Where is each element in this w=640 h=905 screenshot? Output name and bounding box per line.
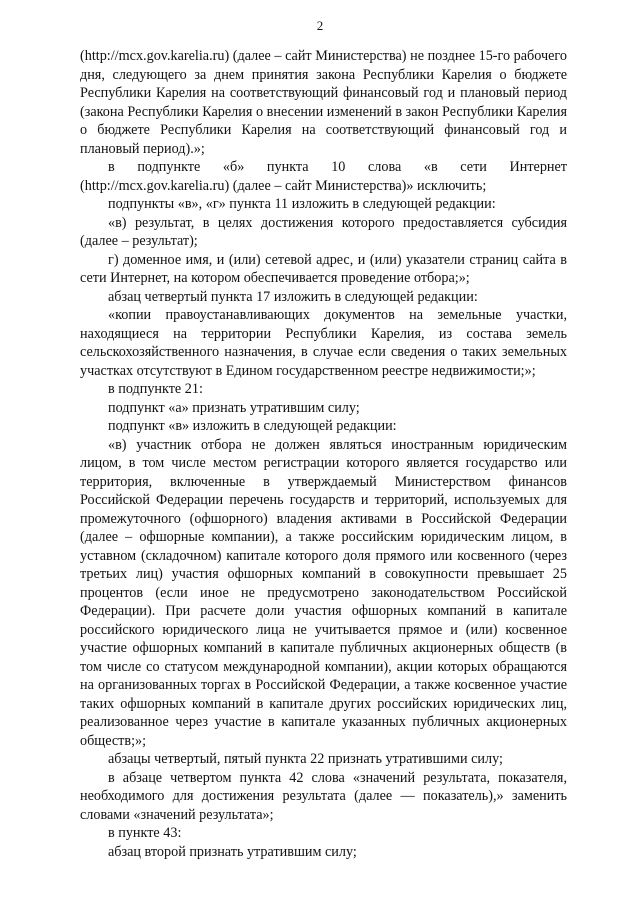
paragraph: абзацы четвертый, пятый пункта 22 признать утратившими силу; <box>108 751 503 767</box>
paragraph: в пункте 43: <box>108 825 182 841</box>
paragraph: «копии правоустанавливающих документов на земельные участки, находящиеся на территории Республики Карелия, из состава земель сельскохозяйственного назначения, в случае если сведения о таких земельных участках отсутствуют в Едином государственном реестре недвижимости;»; <box>80 307 567 379</box>
paragraph: (http://mcx.gov.karelia.ru) (далее – сайт Министерства) не позднее 15-го рабочего дня, следующего за днем принятия закона Республики Карелия о бюджете Республики Карелия на соответствующий финансовый год и плановый период (закона Республики Карелия о внесении изменений в закон Республики Карелия о бюджете Республики Карелия на соответствующий финансовый год и плановый период).»; <box>80 48 567 157</box>
paragraph: в подпункте 21: <box>108 381 203 397</box>
paragraph: подпункт «а» признать утратившим силу; <box>108 399 360 416</box>
paragraph: подпункты «в», «г» пункта 11 изложить в следующей редакции: <box>108 196 496 212</box>
paragraph: «в) участник отбора не должен являться иностранным юридическим лицом, в том числе местом регистрации которого является государство или территория, включенные в утверждаемый Министерством финансов Российской Федерации перечень государств и территорий, используемых для промежуточного (офшорного) владения активами в Российской Федерации (далее – офшорные компании), а также российским юридическим лицом, в уставном (складочном) капитале которого доля прямого или косвенного (через третьих лиц) участия офшорных компаний в совокупности превышает 25 процентов (если иное не предусмотрено законодательством Российской Федерации). При расчете доли участия офшорных компаний в капитале российского юридического лица не учитывается прямое и (или) косвенное участие офшорных компаний в капитале публичных акционерных обществ (в том числе со статусом международной компании), акции которых обращаются на организованных торгах в Российской Федерации, а также косвенное участие таких офшорных компаний в капитале других российских юридических лиц, реализованное через участие в капитале указанных публичных акционерных обществ;»; <box>80 436 567 749</box>
paragraph: подпункт «в» изложить в следующей редакции: <box>108 418 397 434</box>
paragraph: абзац второй признать утратившим силу; <box>108 843 357 860</box>
paragraph: г) доменное имя, и (или) сетевой адрес, и (или) указатели страниц сайта в сети Интернет, на котором обеспечивается проведение отбора;»; <box>80 251 567 286</box>
paragraph: «в) результат, в целях достижения которого предоставляется субсидия (далее – результат); <box>80 214 567 249</box>
paragraph: абзац четвертый пункта 17 изложить в следующей редакции: <box>108 288 478 305</box>
paragraph: в абзаце четвертом пункта 42 слова «значений результата, показателя, необходимого для достижения результата (далее — показатель),» заменить словами «значений результата»; <box>80 769 567 823</box>
paragraph: в подпункте «б» пункта 10 слова «в сети Интернет (http://mcx.gov.karelia.ru) (далее – сайт Министерства)» исключить; <box>80 159 567 194</box>
document-body <box>80 47 567 861</box>
page-number: 2 <box>316 18 324 33</box>
